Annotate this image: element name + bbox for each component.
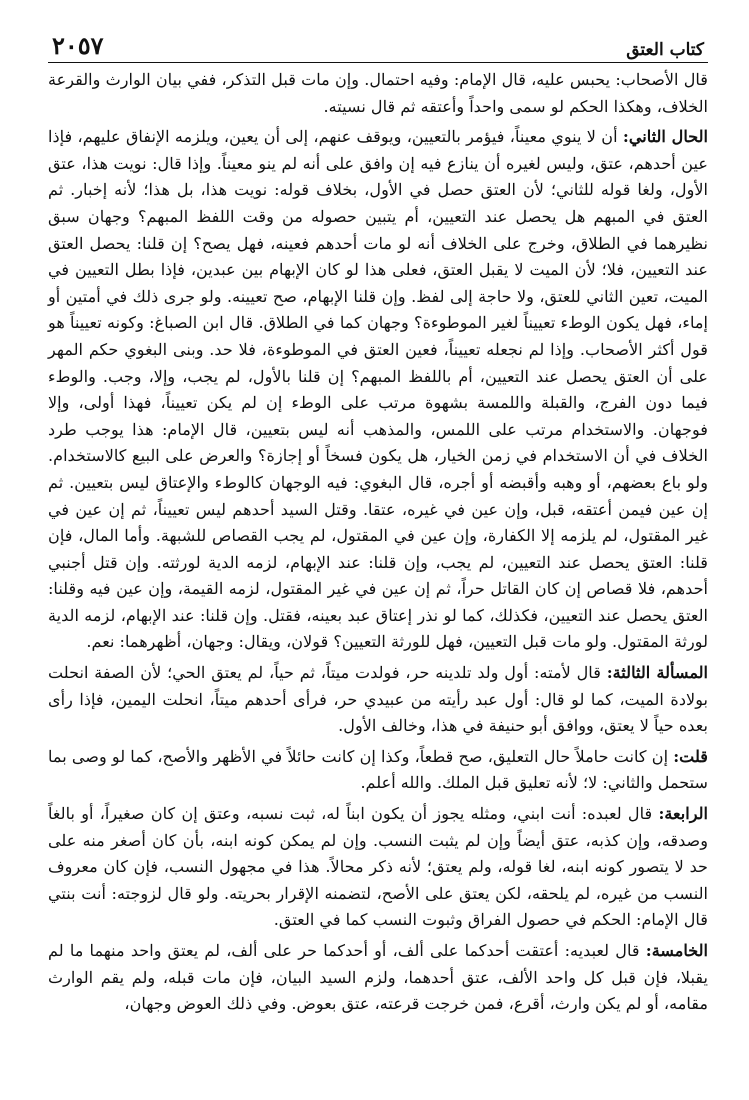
page-header <box>48 26 708 63</box>
page-body <box>48 63 708 1018</box>
page-number: ٢٠٥٧ <box>52 31 104 60</box>
paragraph-text: قال لعبده: أنت ابني، ومثله يجوز أن يكون ابناً له، ثبت نسبه، وعتق إن كان صغيراً، أو بالغاً وصدقه، وإن كذبه، عتق أيضاً وإن لم يثبت النسب. وإن لم يمكن كونه ابنه، بأن كان أصغر منه على حد لا يتصور كونه ابنه، لغا قوله، ولم يعتق؛ لأنه ذكر محالاً. هذا في مجهول النسب، فإن كان معروف النسب من غيره، لم يلحقه، لكن يعتق على الأصح، لتضمنه الإقرار بحريته. ولو قال لزوجته: أنت بنتي قال الإمام: الحكم في حصول الفراق وثبوت النسب كما في العتق. <box>48 804 708 930</box>
paragraph <box>48 938 708 1018</box>
section-heading: الرابعة: <box>658 804 708 824</box>
book-title: كتاب العتق <box>626 40 704 60</box>
paragraph-text: قال الأصحاب: يحبس عليه، قال الإمام: وفيه احتمال. وإن مات قبل التذكر، ففي بيان الوارث والقرعة الخلاف، وهكذا الحكم لو سمى واحداً وأعتقه ثم قال نسيته. <box>48 70 708 116</box>
paragraph <box>48 67 708 120</box>
paragraph-text: قال لعبديه: أعتقت أحدكما على ألف، أو أحدكما حر على ألف، لم يعتق واحد منهما ما لم يقبلا، فإن قبل كل واحد الألف، عتق أحدهما، ولزم السيد البيان، فإن مات قبله، ولم يقم الوارث مقامه، أو لم يكن وارث، أقرع، فمن خرجت قرعته، عتق بعوض. وفي ذلك العوض وجهان، <box>48 941 708 1014</box>
paragraph <box>48 660 708 740</box>
book-page <box>48 26 708 1086</box>
paragraph-text: قال لأمته: أول ولد تلدينه حر، فولدت ميتاً، ثم حياً، لم يعتق الحي؛ لأن الصفة انحلت بولادة الميت، كما لو قال: أول عبد رأيته من عبيدي حر، فرأى أحدهم ميتاً، انحلت اليمين، فإذا رأى بعده حياً لا يعتق، ووافق أبو حنيفة في هذا، وخالف الأول. <box>48 663 708 736</box>
section-heading: الخامسة: <box>645 941 708 960</box>
paragraph <box>48 801 708 934</box>
section-heading: المسألة الثالثة: <box>606 663 708 683</box>
section-heading: الحال الثاني: <box>622 127 708 147</box>
paragraph <box>48 124 708 656</box>
paragraph-text: أن لا ينوي معيناً، فيؤمر بالتعيين، ويوقف عنهم، إلى أن يعين، ويلزمه الإنفاق عليهم، فإذا عين أحدهم، عتق، وليس لغيره أن ينازع فيه إن وافق على أنه لم ينو معيناً. وإذا قال: نويت هذا، عتق الأول، ولغا قوله للثاني؛ لأن العتق حصل في الأول، بخلاف قوله: نويت هذا، بل هذا؛ لأنه إخبار. ثم العتق في المبهم هل يحصل عند التعيين، أم يتبين حصوله من وقت اللفظ المبهم؟ وجهان سبق نظيرهما في الطلاق، وخرج على الخلاف أنه لو مات أحدهم فعينه، فهل يصح؟ إن قلنا: يحصل العتق عند التعيين، فلا؛ لأن الميت لا يقبل العتق، فعلى هذا لو كان الإبهام بين عبدين، فإذا بطل التعيين في الميت، تعين الثاني للعتق، ولا حاجة إلى لفظ. وإن قلنا الإبهام، صح تعيينه. ولو جرى ذلك في أمتين أو إماء، فهل يكون الوطء تعييناً لغير الموطوءة؟ وجهان كما في الطلاق. قال ابن الصباغ: وكونه تعييناً هو قول أكثر الأصحاب. وإذا لم نجعله تعييناً، فعين العتق في الموطوءة، فلا حد. وبنى البغوي حكم المهر على أن العتق يحصل عند التعيين، أم باللفظ المبهم؟ إن قلنا بالأول، لم يجب، وإلا، وجب. والوطء فيما دون الفرج، والقبلة واللمسة بشهوة مرتب على الوطء إن لم يكن تعييناً، فهذا أولى، وإلا فوجهان. والاستخدام مرتب على اللمس، والمذهب أنه ليس بتعيين، قال الإمام: هذا يوجب طرد الخلاف في أن الاستخدام في زمن الخيار، هل يكون فسخاً أو إجازة؟ والعرض على البيع كالاستخدام. ولو باع بعضهم، أو وهبه وأقبضه أو أجره، قال البغوي: فيه الوجهان كالوطء والإعتاق ليس بتعيين. ثم إن عين فيمن أعتقه، قبل، وإن عين في غيره، عتقا. وقتل السيد أحدهم ليس تعييناً، ثم إن عين في غير المقتول، لم يلزمه إلا الكفارة، وإن عين في المقتول، لم يجب القصاص للشبهة. وأما المال، فإن قلنا: العتق يحصل عند التعيين، لم يجب، وإن قلنا: عند الإبهام، لزمه الدية لورثته. وإن قتل أجنبي أحدهم، فلا قصاص إن كان القاتل حراً، ثم إن عين في غير المقتول، لزمه القيمة، وإن عين فيه وقلنا: العتق يحصل عند التعيين، فكذلك، كما لو نذر إعتاق عبد بعينه، فقتل. وإن قلنا: عند الإبهام، لزمه الدية لورثة المقتول. ولو مات قبل التعيين، فهل للورثة التعيين؟ قولان، ويقال: وجهان، أظهرهما: نعم. <box>48 127 708 652</box>
paragraph <box>48 744 708 797</box>
paragraph-text: إن كانت حاملاً حال التعليق، صح قطعاً، وكذا إن كانت حائلاً في الأظهر والأصح، كما لو وصى بما ستحمل والثاني: لا؛ لأنه تعليق قبل الملك. والله أعلم. <box>48 746 708 793</box>
section-heading: قلت: <box>673 746 708 766</box>
